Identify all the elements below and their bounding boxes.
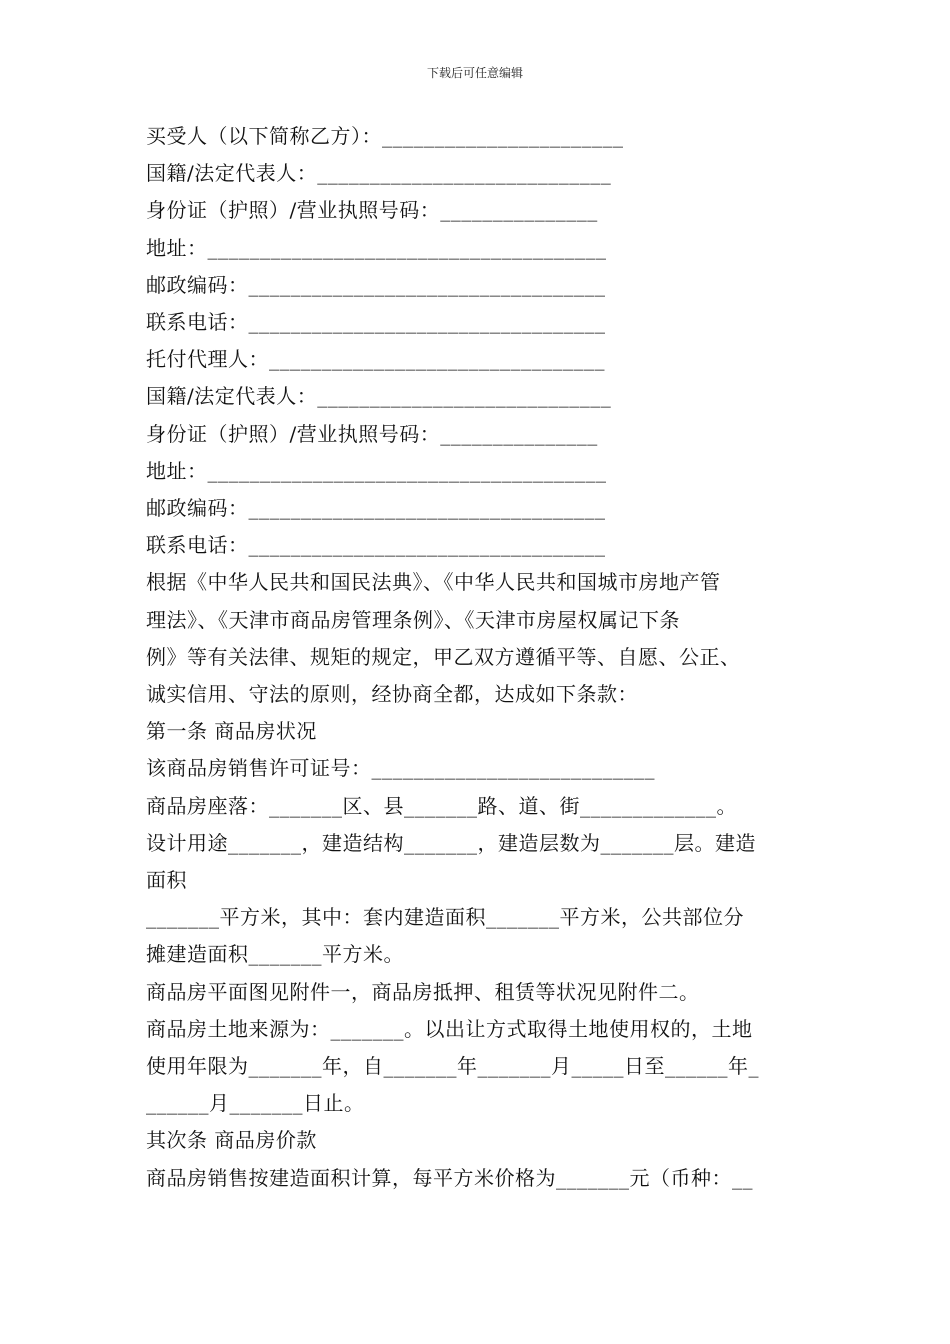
- location-line: 商品房座落：_______区、县_______路、道、街_____________。: [146, 793, 737, 818]
- nationality-line: 国籍/法定代表人：____________________________: [146, 161, 612, 186]
- phone-line: 联系电话：__________________________________: [146, 310, 606, 335]
- page-header: 下载后可任意编辑: [426, 66, 523, 80]
- preamble-line-2: 理法》、《天津市商品房管理条例》、《天津市房屋权属记下条: [146, 607, 680, 632]
- preamble-line-1: 根据《中华人民共和国民法典》、《中华人民共和国城市房地产管: [146, 570, 721, 595]
- design-use-line: 设计用途_______，建造结构_______，建造层数为_______层。建造: [146, 830, 756, 855]
- area-detail-line-1: _______平方米，其中：套内建造面积_______平方米，公共部位分: [146, 905, 744, 930]
- attachments-line: 商品房平面图见附件一，商品房抵押、租赁等状况见附件二。: [146, 979, 700, 1004]
- preamble-line-4: 诚实信用、守法的原则，经协商全都，达成如下条款：: [146, 682, 638, 707]
- area-detail-line-2: 摊建造面积_______平方米。: [146, 942, 404, 967]
- land-source-line-2: 使用年限为_______年，自_______年_______月_____日至______年_: [146, 1054, 759, 1079]
- preamble-line-3: 例》等有关法律、规矩的规定，甲乙双方遵循平等、自愿、公正、: [146, 644, 741, 669]
- agent-phone-line: 联系电话：__________________________________: [146, 533, 606, 558]
- land-source-line-3: ______月_______日止。: [146, 1091, 365, 1116]
- agent-address-line: 地址：______________________________________: [146, 458, 607, 483]
- address-line: 地址：______________________________________: [146, 235, 607, 260]
- document-body: [146, 118, 810, 1197]
- land-source-line-1: 商品房土地来源为：_______。以出让方式取得土地使用权的，土地: [146, 1016, 753, 1041]
- article-2-heading: 其次条 商品房价款: [146, 1128, 317, 1153]
- agent-postcode-line: 邮政编码：__________________________________: [146, 496, 606, 521]
- buyer-line: 买受人（以下简称乙方）：_______________________: [146, 124, 624, 148]
- area-label-line: 面积: [146, 868, 187, 893]
- price-line: 商品房销售按建造面积计算，每平方米价格为_______元（币种：__: [146, 1165, 753, 1190]
- article-1-heading: 第一条 商品房状况: [146, 719, 317, 744]
- agent-line: 托付代理人：________________________________: [146, 347, 605, 372]
- sales-permit-line: 该商品房销售许可证号：___________________________: [146, 756, 655, 781]
- id-number-line: 身份证（护照）/营业执照号码：_______________: [146, 198, 598, 223]
- agent-id-number-line: 身份证（护照）/营业执照号码：_______________: [146, 421, 598, 446]
- agent-nationality-line: 国籍/法定代表人：____________________________: [146, 384, 612, 409]
- postcode-line: 邮政编码：__________________________________: [146, 272, 606, 297]
